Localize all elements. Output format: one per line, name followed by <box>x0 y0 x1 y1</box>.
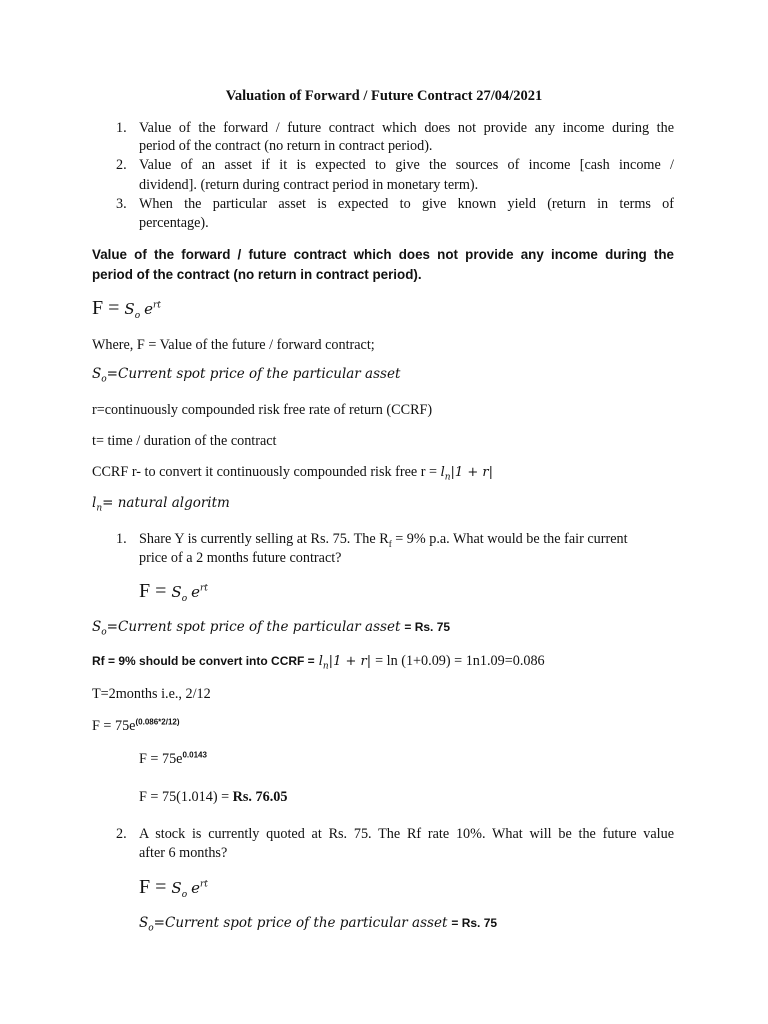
list-item-text: Value of an asset if it is expected to give the sources of income [cash income / <box>139 157 674 173</box>
definition-r: r=continuously compounded risk free rate of return (CCRF) <box>92 402 433 418</box>
list-item-number: 3. <box>116 196 127 212</box>
example-question: after 6 months? <box>139 845 228 861</box>
section-heading: period of the contract (no return in contract period). <box>92 267 422 282</box>
calc-step: $F = 75e^{0.0143}$ <box>139 750 207 767</box>
list-item-text: Value of the forward / future contract which does not provide any income during the <box>139 120 674 136</box>
example-number: 1. <box>116 531 127 547</box>
example-question: price of a 2 months future contract? <box>139 550 342 566</box>
list-item-text: When the particular asset is expected to give known yield (return in terms of <box>139 196 674 212</box>
example-number: 2. <box>116 826 127 842</box>
definition-where: Where, F = Value of the future / forward contract; <box>92 337 375 353</box>
formula: $F = S_o$ $e^{rt}$ <box>92 297 161 321</box>
section-heading: Value of the forward / future contract which does not provide any income during the <box>92 247 674 262</box>
list-item-text: dividend]. (return during contract period in monetary term). <box>139 177 479 193</box>
list-item-number: 2. <box>116 157 127 173</box>
definition-spot-price: $S_o=Current$ spot price of the particular asset <box>92 366 401 385</box>
spot-price-value: $S_o=Current$ spot price of the particular asset = Rs. 75 <box>92 619 451 638</box>
formula: $F = S_o$ $e^{rt}$ <box>139 580 208 604</box>
definition-ccrf: CCRF r- to convert it continuously compounded risk free $r = l_n|1 + r|$ <box>92 464 493 483</box>
rf-conversion: Rf = 9% should be convert into CCRF = $l_n|1 + r| = \ln (1+0.09) = 1n1.09=0.086$ <box>92 653 545 672</box>
definition-ln: $l_n=$ natural algoritm <box>92 495 230 514</box>
spot-price-value: $S_o=Current$ spot price of the particular asset = Rs. 75 <box>139 915 498 934</box>
time-line: T=2months i.e., 2/12 <box>92 686 211 702</box>
list-item-number: 1. <box>116 120 127 136</box>
example-question: Share Y is currently selling at Rs. 75. The $R_f = 9\%$ p.a. What would be the fair current <box>139 531 628 549</box>
calc-step: $F = 75e^{(0.086*2/12)}$ <box>92 717 180 734</box>
page-title: Valuation of Forward / Future Contract 27/04/2021 <box>225 88 543 104</box>
calc-result: F = 75(1.014) = Rs. 76.05 <box>139 789 288 805</box>
example-question: A stock is currently quoted at Rs. 75. The Rf rate 10%. What will be the future value <box>139 826 674 842</box>
formula: $F = S_o$ $e^{rt}$ <box>139 876 208 900</box>
definition-t: t= time / duration of the contract <box>92 433 277 449</box>
list-item-text: period of the contract (no return in contract period). <box>139 138 433 154</box>
list-item-text: percentage). <box>139 215 209 231</box>
